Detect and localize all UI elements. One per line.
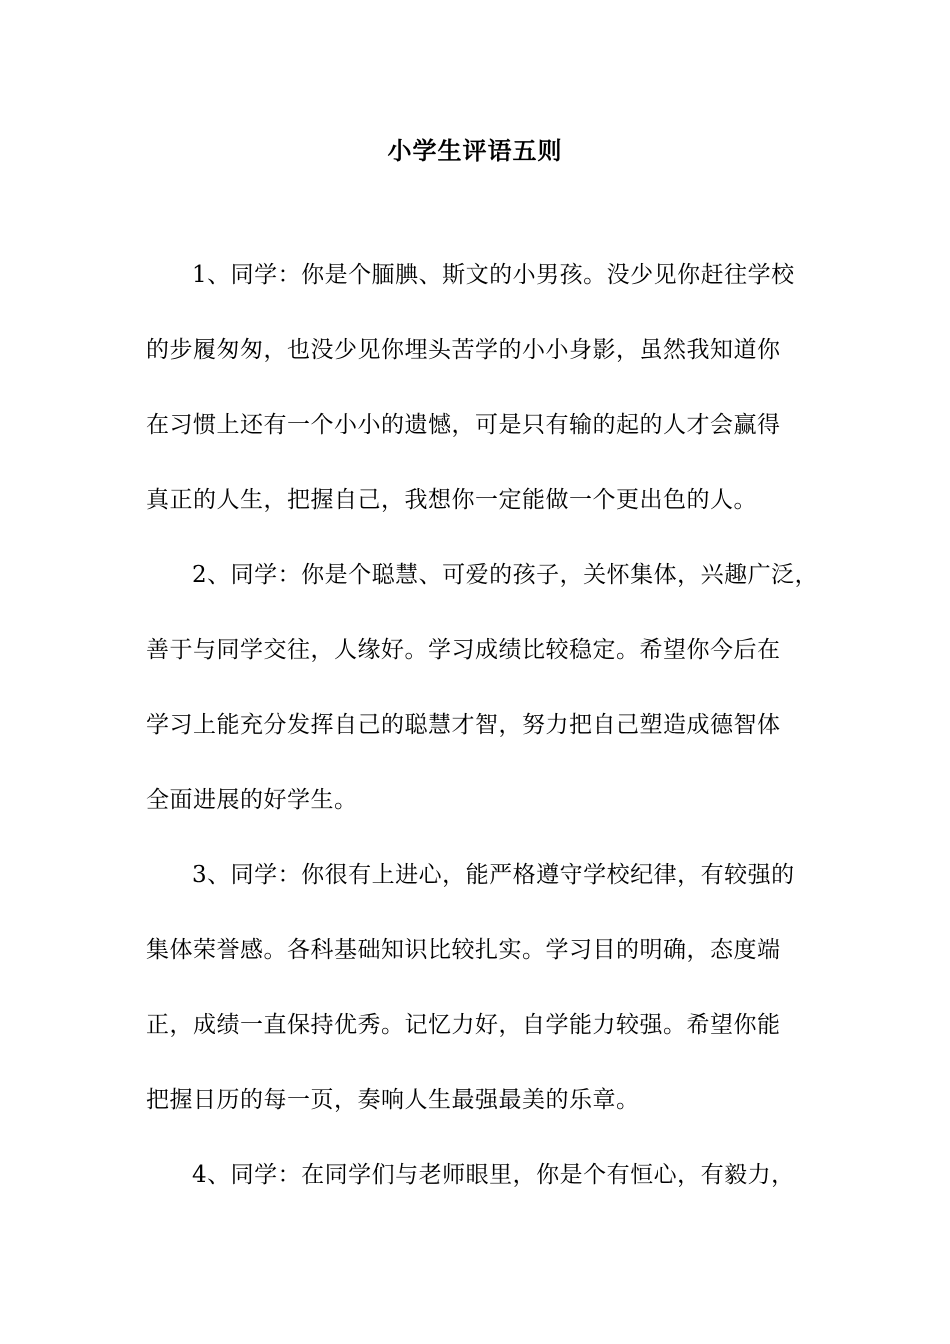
paragraph-3-line-1: 3、同学：你很有上进心，能严格遵守学校纪律，有较强的 xyxy=(192,862,795,888)
paragraph-1-line-4: 真正的人生，把握自己，我想你一定能做一个更出色的人。 xyxy=(146,487,757,513)
paragraph-3-line-2: 集体荣誉感。各科基础知识比较扎实。学习目的明确，态度端 xyxy=(146,937,781,963)
paragraph-2-line-1: 2、同学：你是个聪慧、可爱的孩子，关怀集体，兴趣广泛， xyxy=(192,562,819,588)
paragraph-1-line-1: 1、同学：你是个腼腆、斯文的小男孩。没少见你赶往学校 xyxy=(192,262,795,288)
paragraph-2-line-3: 学习上能充分发挥自己的聪慧才智，努力把自己塑造成德智体 xyxy=(146,712,781,738)
paragraph-2-line-2: 善于与同学交往，人缘好。学习成绩比较稳定。希望你今后在 xyxy=(146,637,781,663)
paragraph-4-line-1: 4、同学：在同学们与老师眼里，你是个有恒心，有毅力， xyxy=(192,1162,795,1188)
paragraph-1-line-3: 在习惯上还有一个小小的遗憾，可是只有输的起的人才会赢得 xyxy=(146,412,781,438)
paragraph-3-line-3: 正，成绩一直保持优秀。记忆力好，自学能力较强。希望你能 xyxy=(146,1012,781,1038)
paragraph-1-line-2: 的步履匆匆，也没少见你埋头苦学的小小身影，虽然我知道你 xyxy=(146,337,781,363)
paragraph-2-line-4: 全面进展的好学生。 xyxy=(146,787,358,813)
document-title: 小学生评语五则 xyxy=(387,136,563,165)
paragraph-3-line-4: 把握日历的每一页，奏响人生最强最美的乐章。 xyxy=(146,1087,640,1113)
